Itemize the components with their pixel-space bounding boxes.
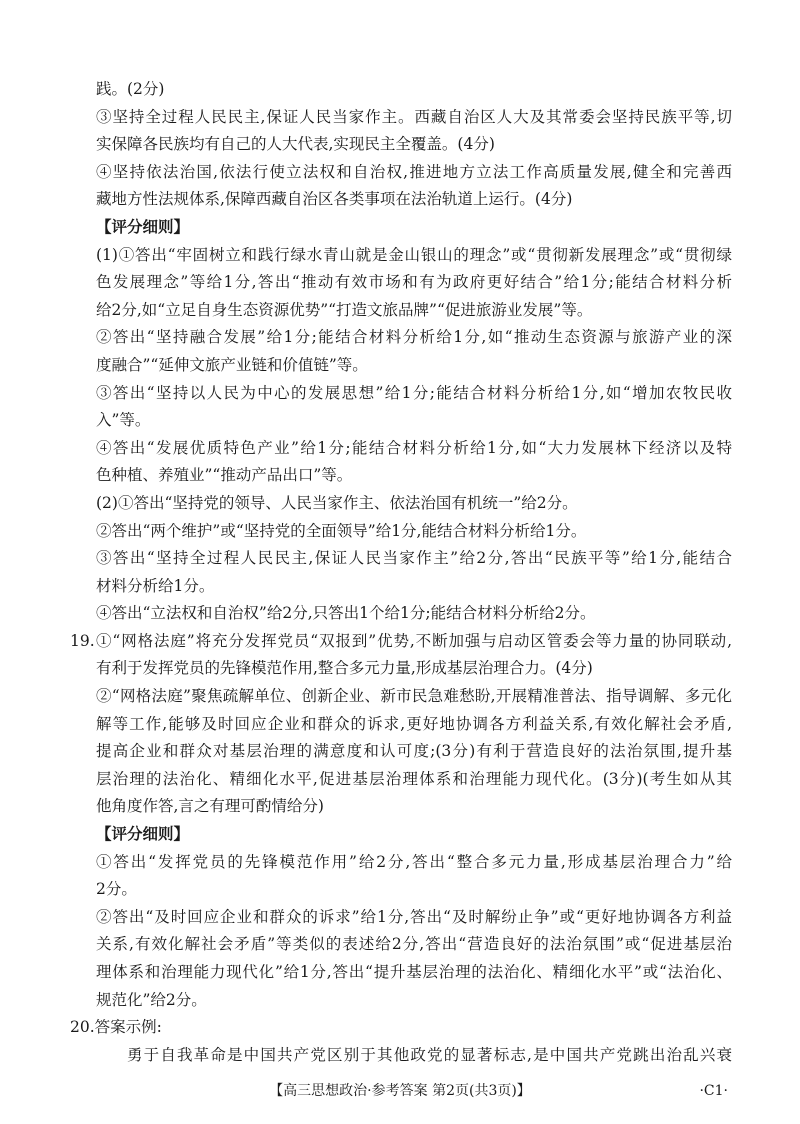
- text-line: ④答出“发展优质特色产业”给1分;能结合材料分析给1分,如“大力发展林下经济以及特: [96, 438, 732, 457]
- text-line: 入”等。: [96, 411, 151, 430]
- text-line: ③答出“坚持全过程人民民主,保证人民当家作主”给2分,答出“民族平等”给1分,能结合: [96, 549, 732, 568]
- footer-title: 【高三思想政治·参考答案 第2页(共3页)】: [269, 1083, 531, 1099]
- text-line: 藏地方性法规体系,保障西藏自治区各类事项在法治轨道上运行。(4分): [96, 190, 573, 209]
- page-footer: [0, 1078, 800, 1104]
- text-line: 度融合”“延伸文旅产业链和价值链”等。: [96, 355, 368, 374]
- text-line: 实保障各民族均有自己的人大代表,实现民主全覆盖。(4分): [96, 135, 495, 154]
- text-line: 色发展理念”等给1分,答出“推动有效市场和有为政府更好结合”给1分;能结合材料分析: [96, 273, 732, 292]
- text-line: ②答出“两个维护”或“坚持党的全面领导”给1分,能结合材料分析给1分。: [96, 521, 587, 540]
- text-line: 理体系和治理能力现代化”给1分,答出“提升基层治理的法治化、精细化水平”或“法治化、: [96, 963, 732, 981]
- text-line: ①答出“发挥党员的先锋模范作用”给2分,答出“整合多元力量,形成基层治理合力”给: [96, 852, 732, 871]
- text-line: 给2分,如“立足自身生态资源优势”“打造文旅品牌”“促进旅游业发展”等。: [96, 300, 593, 319]
- text-line: 解等工作,能够及时回应企业和群众的诉求,更好地协调各方利益关系,有效化解社会矛盾,: [96, 714, 732, 733]
- text-line: 2分。: [96, 880, 137, 899]
- text-line: ②答出“及时回应企业和群众的诉求”给1分,答出“及时解纷止争”或“更好地协调各方利益: [96, 907, 732, 926]
- text-line: 材料分析给1分。: [96, 576, 215, 595]
- text-line: (2)①答出“坚持党的领导、人民当家作主、依法治国有机统一”给2分。: [96, 493, 578, 512]
- text-line: 勇于自我革命是中国共产党区别于其他政党的显著标志,是中国共产党跳出治乱兴衰: [127, 1045, 732, 1064]
- text-line: 规范化”给2分。: [96, 990, 207, 1009]
- text-line: ③答出“坚持以人民为中心的发展思想”给1分;能结合材料分析给1分,如“增加农牧民收: [96, 383, 732, 402]
- question-19-line: [70, 628, 732, 656]
- scoring-rules-heading: 【评分细则】: [96, 217, 190, 236]
- scoring-rules-heading: 【评分细则】: [96, 825, 190, 844]
- text-line: ②答出“坚持融合发展”给1分;能结合材料分析给1分,如“推动生态资源与旅游产业的深: [96, 328, 732, 347]
- text-line: 关系,有效化解社会矛盾”等类似的表述给2分,答出“营造良好的法治氛围”或“促进基层治: [96, 935, 732, 954]
- text-line: 他角度作答,言之有理可酌情给分): [96, 797, 324, 816]
- text-line: ④坚持依法治国,依法行使立法权和自治权,推进地方立法工作高质量发展,健全和完善西: [96, 162, 732, 181]
- question-number: 19.: [70, 631, 95, 650]
- question-20-heading: 20.答案示例:: [70, 1018, 162, 1037]
- text-line: 有利于发挥党员的先锋模范作用,整合多元力量,形成基层治理合力。(4分): [96, 659, 593, 678]
- footer-code: ·C1·: [699, 1083, 728, 1099]
- text-line: ④答出“立法权和自治权”给2分,只答出1个给1分;能结合材料分析给2分。: [96, 604, 596, 623]
- text-line: 提高企业和群众对基层治理的满意度和认可度;(3分)有利于营造良好的法治氛围,提升基: [96, 742, 732, 761]
- text-line: 践。(2分): [96, 80, 165, 98]
- text-line: 层治理的法治化、精细化水平,促进基层治理体系和治理能力现代化。(3分)(考生如从其: [96, 769, 732, 788]
- text-line: 色种植、养殖业”“推动产品出口”等。: [96, 466, 353, 485]
- text-line: ③坚持全过程人民民主,保证人民当家作主。西藏自治区人大及其常委会坚持民族平等,切: [96, 107, 732, 126]
- text-line: ②“网格法庭”聚焦疏解单位、创新企业、新市民急难愁盼,开展精准普法、指导调解、多元化: [96, 687, 732, 706]
- text-line: (1)①答出“牢固树立和践行绿水青山就是金山银山的理念”或“贯彻新发展理念”或“贯彻绿: [96, 245, 732, 264]
- text-line: ①“网格法庭”将充分发挥党员“双报到”优势,不断加强与启动区管委会等力量的协同联动,: [96, 631, 732, 650]
- page-content: [70, 76, 732, 1069]
